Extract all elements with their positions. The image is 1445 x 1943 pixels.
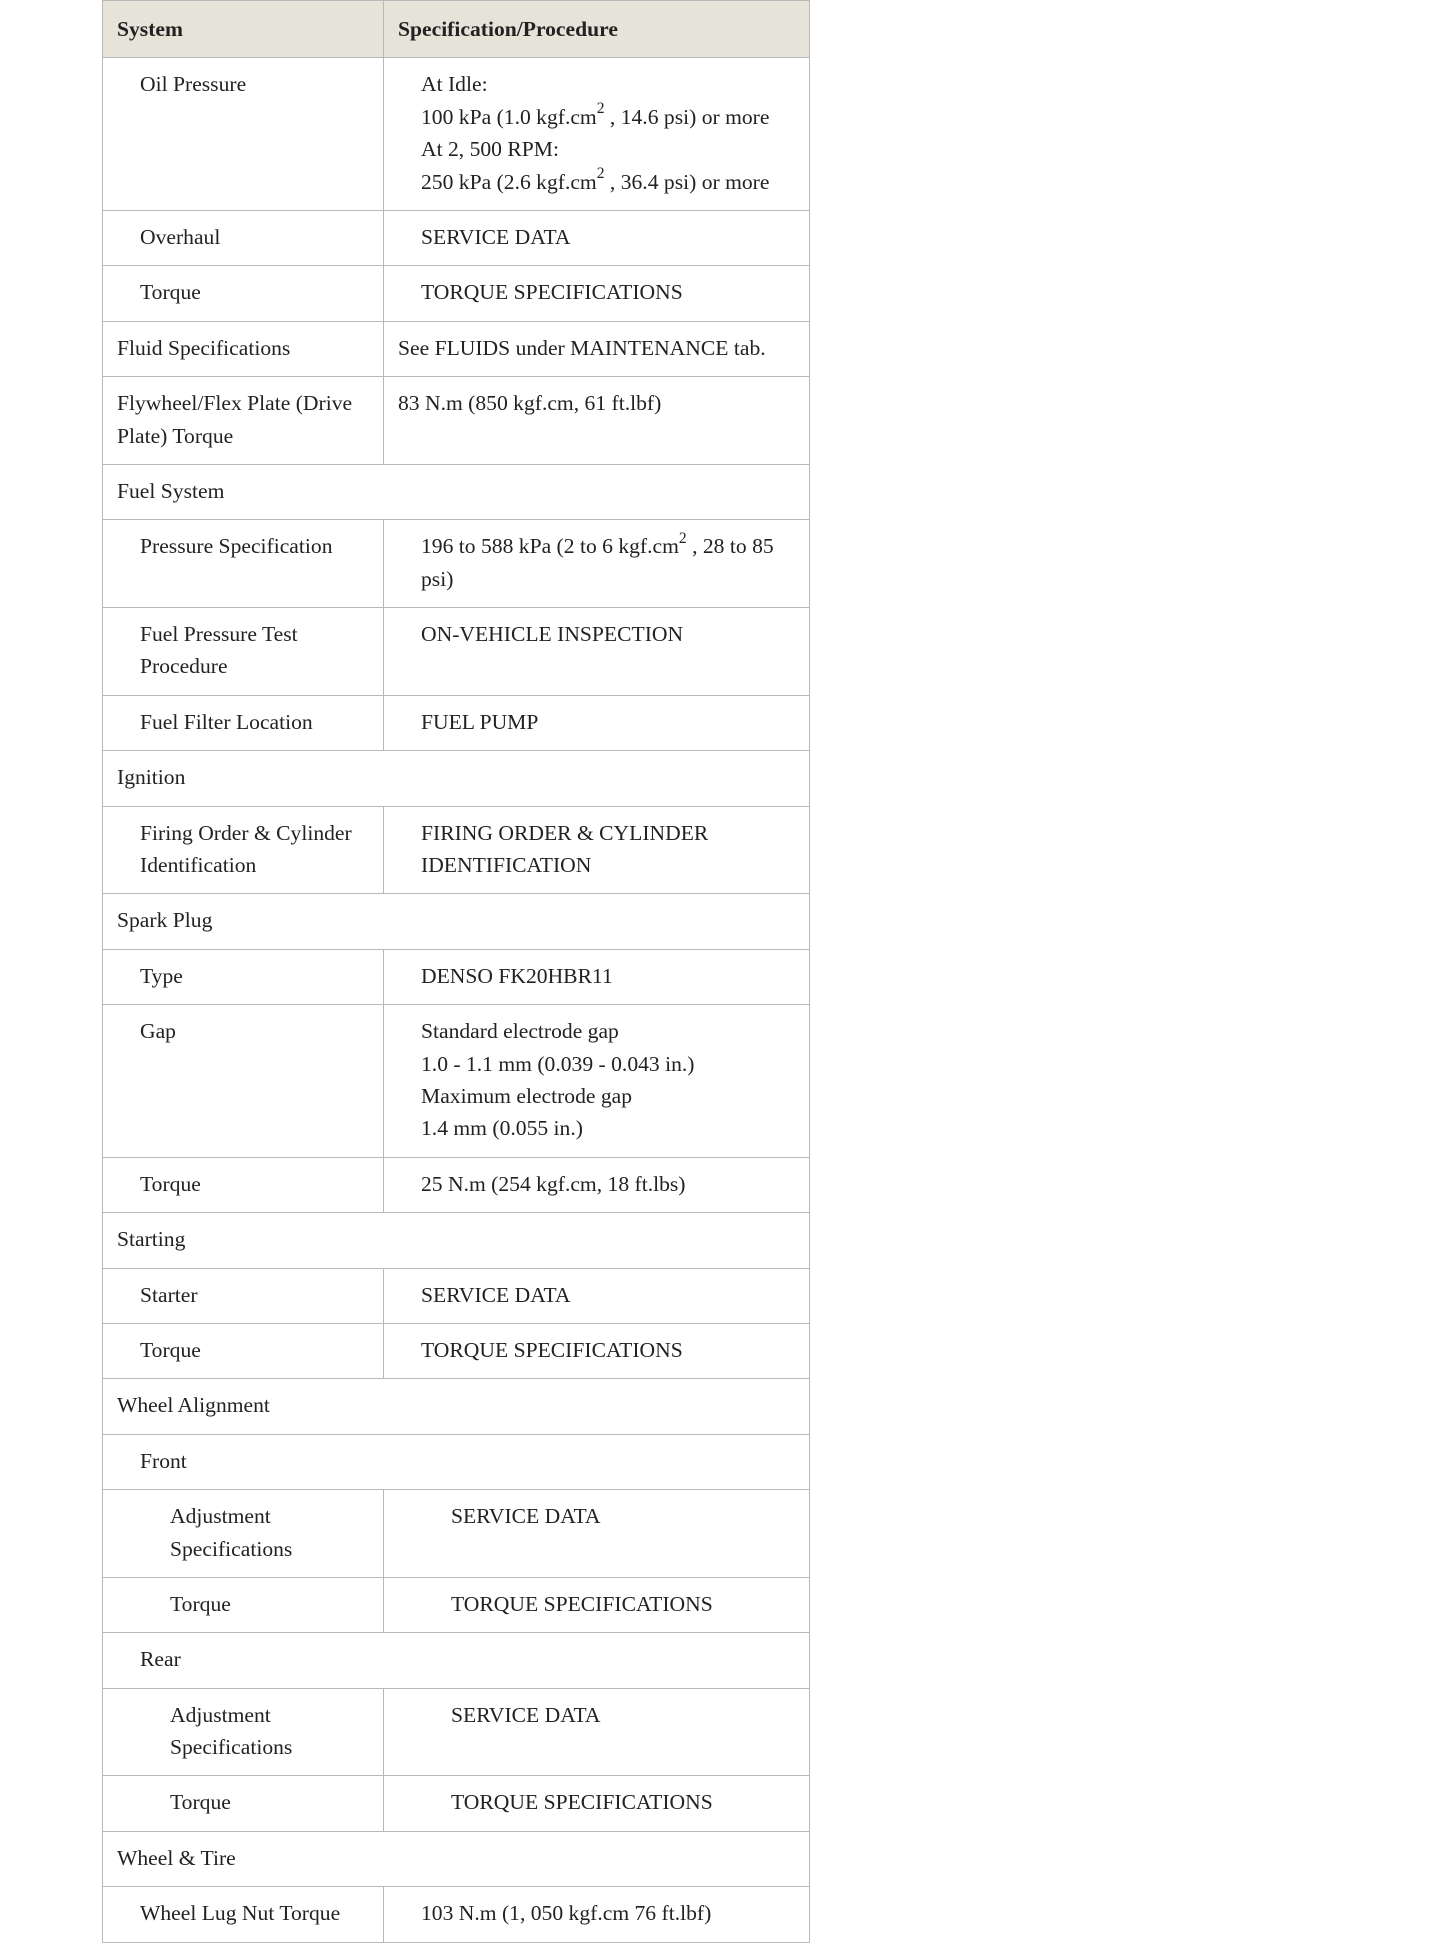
- row-label: Starter: [103, 1268, 384, 1323]
- section-label: Front: [103, 1434, 810, 1489]
- row-label: Torque: [103, 1577, 384, 1632]
- superscript: 2: [596, 100, 605, 118]
- section-label: Spark Plug: [103, 894, 810, 949]
- value-line: 1.0 - 1.1 mm (0.039 - 0.043 in.): [421, 1051, 695, 1076]
- table-row: [103, 1323, 810, 1378]
- table-row: [103, 695, 810, 750]
- row-label: Fluid Specifications: [103, 321, 384, 376]
- row-value: SERVICE DATA: [384, 1268, 810, 1323]
- row-label: Oil Pressure: [103, 58, 384, 211]
- value-line: Maximum electrode gap: [421, 1083, 633, 1108]
- value-text: 250 kPa (2.6 kgf.cm: [421, 169, 597, 194]
- table-row: [103, 608, 810, 696]
- value-text: 100 kPa (1.0 kgf.cm: [421, 104, 597, 129]
- row-label: Torque: [103, 1157, 384, 1212]
- row-value: TORQUE SPECIFICATIONS: [384, 1323, 810, 1378]
- row-label: Torque: [103, 266, 384, 321]
- row-label: Firing Order & Cylinder Identification: [103, 806, 384, 894]
- table-row: [103, 520, 810, 608]
- row-label: Torque: [103, 1776, 384, 1831]
- table-row: [103, 1577, 810, 1632]
- table-row: [103, 1268, 810, 1323]
- value-text: 196 to 588 kPa (2 to 6 kgf.cm: [421, 534, 679, 559]
- table-row: [103, 1887, 810, 1942]
- header-system: System: [103, 1, 384, 58]
- table-row: [103, 377, 810, 465]
- value-line: At 2, 500 RPM:: [421, 137, 559, 162]
- superscript: 2: [596, 165, 605, 183]
- row-label: Adjustment Specifications: [103, 1490, 384, 1578]
- row-value: See FLUIDS under MAINTENANCE tab.: [384, 321, 810, 376]
- row-value: [384, 58, 810, 211]
- value-line: [421, 166, 797, 198]
- section-row: [103, 1213, 810, 1268]
- section-label: Rear: [103, 1633, 810, 1688]
- row-label: Overhaul: [103, 210, 384, 265]
- row-value: 83 N.m (850 kgf.cm, 61 ft.lbf): [384, 377, 810, 465]
- table-row: [103, 1157, 810, 1212]
- row-value: DENSO FK20HBR11: [384, 949, 810, 1004]
- section-row: [103, 464, 810, 519]
- row-value: [384, 520, 810, 608]
- section-label: Wheel & Tire: [103, 1831, 810, 1886]
- row-label: Flywheel/Flex Plate (Drive Plate) Torque: [103, 377, 384, 465]
- row-value: FUEL PUMP: [384, 695, 810, 750]
- specification-table: [102, 0, 810, 1943]
- value-text: , 36.4 psi) or more: [604, 169, 770, 194]
- section-row: [103, 1434, 810, 1489]
- row-value: 103 N.m (1, 050 kgf.cm 76 ft.lbf): [384, 1887, 810, 1942]
- superscript: 2: [678, 529, 687, 547]
- section-row: [103, 1633, 810, 1688]
- section-label: Ignition: [103, 751, 810, 806]
- row-label: Type: [103, 949, 384, 1004]
- row-label: Pressure Specification: [103, 520, 384, 608]
- table-row: [103, 1005, 810, 1158]
- section-row: [103, 894, 810, 949]
- value-text: , 28 to 85 psi): [421, 534, 774, 591]
- row-value: FIRING ORDER & CYLINDER IDENTIFICATION: [384, 806, 810, 894]
- table-row: [103, 1776, 810, 1831]
- table-row: [103, 321, 810, 376]
- row-value: 25 N.m (254 kgf.cm, 18 ft.lbs): [384, 1157, 810, 1212]
- row-label: Torque: [103, 1323, 384, 1378]
- row-label: Wheel Lug Nut Torque: [103, 1887, 384, 1942]
- row-value: TORQUE SPECIFICATIONS: [384, 1776, 810, 1831]
- value-line: At Idle:: [421, 72, 488, 97]
- row-value: SERVICE DATA: [384, 1688, 810, 1776]
- section-label: Starting: [103, 1213, 810, 1268]
- row-value: SERVICE DATA: [384, 210, 810, 265]
- header-specification: Specification/Procedure: [384, 1, 810, 58]
- section-label: Fuel System: [103, 464, 810, 519]
- value-line: 1.4 mm (0.055 in.): [421, 1116, 583, 1141]
- table-row: [103, 210, 810, 265]
- table-row: [103, 266, 810, 321]
- row-value: SERVICE DATA: [384, 1490, 810, 1578]
- section-row: [103, 1379, 810, 1434]
- row-value: TORQUE SPECIFICATIONS: [384, 1577, 810, 1632]
- table-row: [103, 1688, 810, 1776]
- table-header-row: [103, 1, 810, 58]
- table-row: [103, 1490, 810, 1578]
- row-label: Fuel Filter Location: [103, 695, 384, 750]
- row-value: TORQUE SPECIFICATIONS: [384, 266, 810, 321]
- table-row: [103, 949, 810, 1004]
- table-row: [103, 58, 810, 211]
- row-value: [384, 1005, 810, 1158]
- value-line: [421, 101, 797, 133]
- row-value: ON-VEHICLE INSPECTION: [384, 608, 810, 696]
- row-label: Fuel Pressure Test Procedure: [103, 608, 384, 696]
- row-label: Gap: [103, 1005, 384, 1158]
- section-row: [103, 751, 810, 806]
- table-row: [103, 806, 810, 894]
- value-text: , 14.6 psi) or more: [604, 104, 770, 129]
- value-line: Standard electrode gap: [421, 1019, 619, 1044]
- section-row: [103, 1831, 810, 1886]
- section-label: Wheel Alignment: [103, 1379, 810, 1434]
- row-label: Adjustment Specifications: [103, 1688, 384, 1776]
